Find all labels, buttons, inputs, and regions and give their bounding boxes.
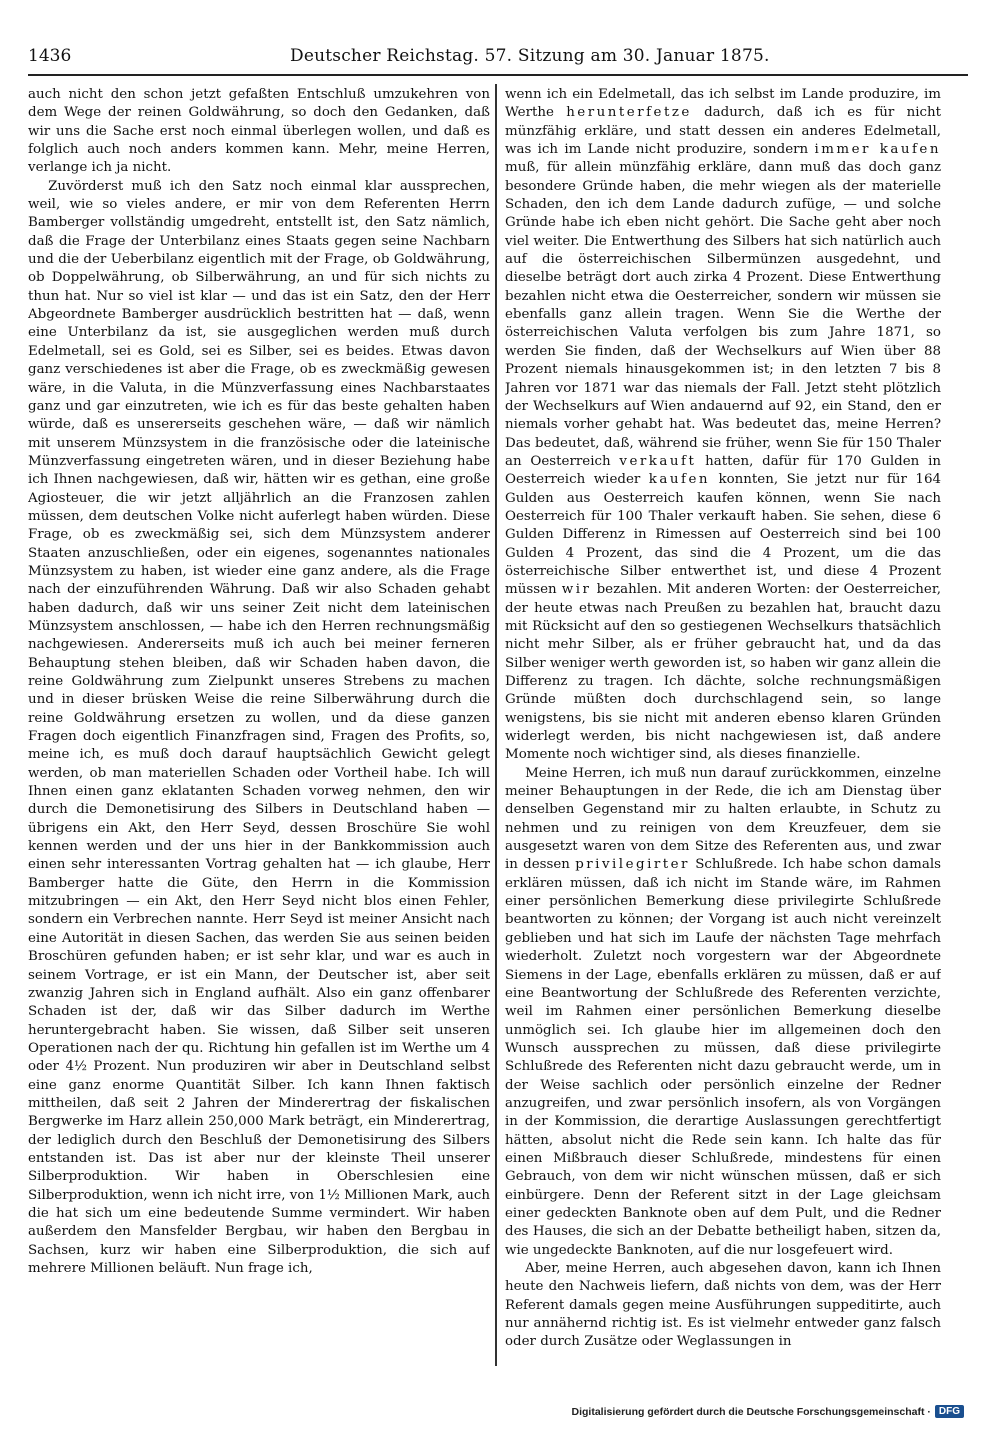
left-column bbox=[28, 86, 490, 1376]
digitization-credit bbox=[572, 1405, 965, 1418]
text-run: dadurch, daß ich es für nicht münzfähig erkläre, und statt dessen ein anderes Edelmetall, was ich im Lande nicht produzire, sondern bbox=[505, 105, 941, 158]
spaced-text: wir bbox=[561, 582, 592, 598]
spaced-text: verkauft bbox=[619, 453, 697, 469]
text-run: wenn ich ein Edelmetall, das ich selbst im Lande produzire, im Werthe bbox=[505, 87, 941, 121]
page-number: 1436 bbox=[28, 46, 72, 66]
text-run: Schlußrede. Ich habe schon damals erklären müssen, daß ich nicht im Stande wäre, im Rahmen einer persönlichen Bemerkung diese privilegirte Schlußrede beantworten zu können; der Vorgang ist auch nicht vereinzelt geblieben und hat sich im Laufe der nächsten Tage mehrfach wiederholt. Zuletzt noch vorgestern war der Abgeordnete Siemens in der Lage, ebenfalls erklären zu müssen, daß er auf eine Beantwortung der Schlußrede des Referenten verzichte, weil im Rahmen einer persönlichen Bemerkung dieselbe unmöglich sei. Ich glaube hier im allgemeinen doch den Wunsch aussprechen zu müssen, daß diese privilegirte Schlußrede des Referenten nicht dazu gebraucht werde, um in der Weise sachlich oder persönlich einzelne der Redner anzugreifen, und zwar persönlich insofern, als von Vorgängen in der Kommission, die derartige Auslassungen gerechtfertigt hätten, absolut nicht die Rede sein kann. Ich halte das für einen Mißbrauch dieser Schlußrede, mindestens für einen Gebrauch, von dem wir nicht wünschen müssen, daß er sich einbürgere. Denn der Referent sitzt in der Lage gleichsam einer gedeckten Banknote oben auf dem Pult, und die Redner des Hauses, die sich an der Debatte betheiligt haben, sitzen da, wie ungedeckte Banknoten, auf die nur losgefeuert wird. bbox=[505, 857, 941, 1258]
spaced-text: privilegirter bbox=[575, 857, 690, 873]
running-title: Deutscher Reichstag. 57. Sitzung am 30. Januar 1875. bbox=[290, 46, 770, 66]
text-run: konnten, Sie jetzt nur für 164 Gulden aus Oesterreich kaufen können, wenn Sie nach Oesterreich für 100 Thaler verkauft haben. Sie sehen, diese 6 Gulden Differenz in Rimessen auf Oesterreich sind bei 100 Gulden 4 Prozent, das sind die 4 Prozent, um die das österreichische Silber entwerthet ist, und diese 4 Prozent müssen bbox=[505, 472, 941, 598]
text-run: muß, für allein münzfähig erkläre, dann muß das doch ganz besondere Gründe haben, die mehr wiegen als der materielle Schaden, den ich dem Lande dadurch zufüge, — und solche Gründe habe ich eben nicht gehört. Die Sache geht aber noch viel weiter. Die Entwerthung des Silbers hat sich natürlich auch auf die österreichischen Silbermünzen ausgedehnt, und dieselbe beträgt dort auch zirka 4 Prozent. Diese Entwerthung bezahlen nicht etwa die Oesterreicher, sondern wir müssen sie ebenfalls ganz allein tragen. Wenn Sie die Werthe der österreichischen Valuta verfolgen bis zum Jahre 1871, so werden Sie finden, daß der Wechselkurs auf Wien über 88 Prozent niemals hinausgekommen ist; in den letzten 7 bis 8 Jahren vor 1871 war das niemals der Fall. Jetzt steht plötzlich der Wechselkurs auf Wien andauernd auf 92, ein Stand, den er niemals vorher gehabt hat. Was bedeutet das, meine Herren? Das bedeutet, daß, während sie früher, wenn Sie für 150 Thaler an Oesterreich bbox=[505, 160, 941, 469]
text-run: bezahlen. Mit anderen Worten: der Oesterreicher, der heute etwas nach Preußen zu bezahlen hat, braucht dazu mit Rücksicht auf den so gestiegenen Wechselkurs thatsächlich nicht mehr Silber, als er früher gebraucht hat, und da das Silber weniger werth geworden ist, so haben wir ganz allein die Differenz zu tragen. Ich dächte, solche rechnungsmäßigen Gründe müßten doch durchschlagend sein, so lange wenigstens, bis sie nicht mit anderen ebenso klaren Gründen widerlegt werden, bis nicht nachgewiesen ist, daß andere Momente noch wichtiger sind, als dieses finanzielle. bbox=[505, 582, 941, 763]
spaced-text: immer kaufen bbox=[814, 142, 941, 158]
text-run: hatten, dafür für 170 Gulden in Oesterreich wieder bbox=[505, 453, 941, 488]
spaced-text: kaufen bbox=[648, 472, 710, 488]
right-paragraph-2 bbox=[505, 765, 941, 1260]
text-run: Meine Herren, ich muß nun darauf zurückkommen, einzelne meiner Behauptungen in der Rede, die ich am Dienstag über denselben Gegenstand mir zu halten erlaubte, in Schutz zu nehmen und zu reinigen von dem Kreuzfeuer, dem sie ausgesetzt waren von dem Sitze des Referenten aus, und zwar in dessen bbox=[505, 765, 941, 873]
right-paragraph-1 bbox=[505, 86, 941, 765]
column-divider bbox=[495, 84, 497, 1366]
dfg-logo-icon: DFG bbox=[935, 1405, 964, 1418]
left-paragraph-1: auch nicht den schon jetzt gefaßten Entschluß umzukehren von dem Wege der reinen Goldwährung, so doch den Gedanken, daß wir uns die Sache erst noch einmal überlegen wollen, und daß es folglich auch noch anders kommen kann. Mehr, meine Herren, verlange ich ja nicht. bbox=[28, 87, 490, 176]
page-header bbox=[28, 42, 968, 76]
credit-text: Digitalisierung gefördert durch die Deutsche Forschungsgemeinschaft · bbox=[571, 1405, 931, 1418]
right-column bbox=[505, 86, 941, 1376]
right-paragraph-3: Aber, meine Herren, auch abgesehen davon, kann ich Ihnen heute den Nachweis liefern, daß nichts von dem, was der Herr Referent damals gegen meine Ausführungen suppeditirte, auch nur annähernd richtig ist. Es ist vielmehr entweder ganz falsch oder durch Zusätze oder Weglassungen in bbox=[505, 1261, 941, 1350]
spaced-text: herunterfetze bbox=[566, 105, 692, 121]
left-paragraph-2: Zuvörderst muß ich den Satz noch einmal klar aussprechen, weil, wie so vieles andere, er mir von dem Referenten Herrn Bamberger vollständig umgedreht, entstellt ist, den Satz nämlich, daß die Frage der Unterbilanz eines Staats gegen seine Nachbarn und die der Ueberbilanz eigentlich mit der Frage, ob Goldwährung, ob Doppelwährung, ob Silberwährung, an und für sich nichts zu thun hat. Nur so viel ist klar — und das ist ein Satz, den der Herr Abgeordnete Bamberger ausdrücklich bestritten hat — daß, wenn eine Unterbilanz da ist, sie ausgeglichen werden muß durch Edelmetall, sei es Gold, sei es Silber, sei es beides. Etwas davon ganz verschiedenes ist aber die Frage, ob es zweckmäßig gewesen wäre, in die Valuta, in die Münzverfassung eines Nachbarstaates ganz und gar einzutreten, wie ich es für das beste gehalten haben würde, daß es unsererseits geschehen wäre, — daß wir nämlich mit unserem Münzsystem in die französische oder die lateinische Münzverfassung eingetreten wären, und in dieser Beziehung habe ich Ihnen nachgewiesen, daß wir, hätten wir es gethan, eine große Agiosteuer, die wir jetzt alljährlich an die Franzosen zahlen müssen, dem deutschen Volke nicht auferlegt haben würden. Diese Frage, ob es zweckmäßig sei, sich dem Münzsystem anderer Staaten anzuschließen, oder ein eigenes, sogenanntes nationales Münzsystem zu haben, ist wieder eine ganz andere, als die Frage nach der einzuführenden Währung. Daß wir also Schaden gehabt haben dadurch, daß wir uns seiner Zeit nicht dem lateinischen Münzsystem anschlossen, — habe ich den Herren rechnungsmäßig nachgewiesen. Andererseits muß ich auch bei meiner ferneren Behauptung stehen bleiben, daß wir Schaden haben davon, die reine Goldwährung zum Zielpunkt unseres Strebens zu machen und in dieser brüsken Weise die reine Silberwährung durch die reine Goldwährung ersetzen zu wollen, und da diese ganzen Fragen doch eigentlich Finanzfragen sind, Fragen des Profits, so, meine ich, es muß doch darauf hauptsächlich Gewicht gelegt werden, ob man materiellen Schaden oder Vortheil habe. Ich will Ihnen einen ganz eklatanten Schaden vorweg nehmen, den wir durch die Demonetisirung des Silbers in Deutschland haben — übrigens ein Akt, den Herr Seyd, dessen Broschüre Sie wohl kennen werden und der uns hier in der Bankkommission auch einen sehr interessanten Vortrag gehalten hat — ich glaube, Herr Bamberger hatte die Güte, den Herrn in die Kommission mitzubringen — ein Akt, den Herr Seyd nicht blos einen Fehler, sondern ein Verbrechen nannte. Herr Seyd ist meiner Ansicht nach eine Autorität in diesen Sachen, das werden Sie aus seinen beiden Broschüren gefunden haben; er ist sehr klar, und war es auch in seinem Vortrage, er ist ein Mann, der Deutscher ist, aber seit zwanzig Jahren sich in England aufhält. Also ein ganz offenbarer Schaden ist der, daß wir das Silber dadurch im Werthe heruntergebracht haben. Sie wissen, daß Silber seit unseren Operationen nach der qu. Richtung hin gefallen ist im Werthe um 4 oder 4½ Prozent. Nun produziren wir aber in Deutschland selbst eine ganz enorme Quantität Silber. Ich kann Ihnen faktisch mittheilen, daß seit 2 Jahren der Minderertrag der fiskalischen Bergwerke im Harz allein 250,000 Mark beträgt, ein Minderertrag, der lediglich durch den Beschluß der Demonetisirung des Silbers entstanden ist. Das ist aber nur der kleinste Theil unserer Silberproduktion. Wir haben in Oberschlesien eine Silberproduktion, wenn ich nicht irre, von 1½ Millionen Mark, auch die hat sich um eine bedeutende Summe vermindert. Wir haben außerdem den Mansfelder Bergbau, wir haben den Bergbau in Sachsen, kurz wir haben eine Silberproduktion, die sich auf mehrere Millionen beläuft. Nun frage ich, bbox=[28, 178, 490, 1276]
